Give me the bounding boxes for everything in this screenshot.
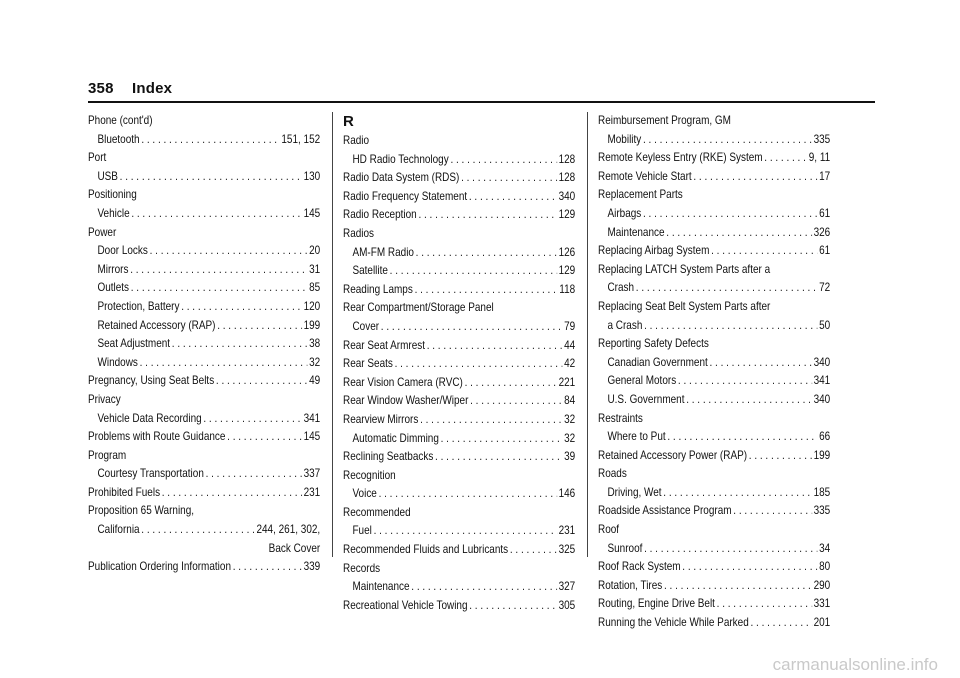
dot-leader bbox=[469, 597, 557, 616]
index-page-numbers: 79 bbox=[564, 319, 576, 333]
dot-leader bbox=[663, 484, 812, 503]
index-subentry bbox=[88, 168, 321, 187]
index-subentry bbox=[598, 224, 831, 243]
watermark: carmanualsonline.info bbox=[772, 655, 938, 674]
index-page-numbers: 145 bbox=[303, 206, 321, 220]
index-page-numbers: 145 bbox=[303, 430, 321, 444]
dot-leader bbox=[374, 522, 557, 541]
index-entry-label: Seat Adjustment bbox=[97, 337, 171, 351]
index-heading-label: Rear Compartment/Storage Panel bbox=[343, 301, 494, 315]
index-heading bbox=[88, 149, 288, 168]
index-entry bbox=[343, 281, 576, 300]
dot-leader bbox=[216, 372, 307, 391]
dot-leader bbox=[427, 337, 563, 356]
index-subentry bbox=[88, 261, 321, 280]
index-entry-label: AM-FM Radio bbox=[352, 245, 414, 259]
index-entry-label: Satellite bbox=[352, 264, 388, 278]
page-header bbox=[88, 80, 172, 97]
index-entry-label: Pregnancy, Using Seat Belts bbox=[88, 374, 215, 388]
index-page-numbers: 38 bbox=[309, 337, 321, 351]
index-page-numbers: 185 bbox=[813, 485, 831, 499]
index-heading bbox=[598, 410, 798, 429]
dot-leader bbox=[682, 558, 817, 577]
index-entry-label: Publication Ordering Information bbox=[88, 560, 231, 574]
index-page-numbers: 34 bbox=[819, 541, 831, 555]
index-entry-label: Prohibited Fuels bbox=[88, 485, 161, 499]
index-page-numbers: 327 bbox=[558, 580, 576, 594]
index-page-numbers: 72 bbox=[819, 281, 831, 295]
index-entry-label: Voice bbox=[352, 487, 377, 501]
index-subentry bbox=[88, 131, 321, 150]
index-column-3 bbox=[598, 112, 830, 633]
index-page-numbers: 129 bbox=[558, 208, 576, 222]
index-entry bbox=[343, 355, 576, 374]
index-subentry bbox=[343, 151, 576, 170]
column-divider bbox=[587, 112, 588, 557]
dot-leader bbox=[181, 298, 302, 317]
index-heading-label: Replacing Seat Belt System Parts after bbox=[598, 299, 771, 313]
index-entry-label: Bluetooth bbox=[97, 132, 140, 146]
index-continuation bbox=[88, 540, 321, 559]
dot-leader bbox=[733, 502, 812, 521]
index-page-numbers: 129 bbox=[558, 264, 576, 278]
index-heading-label: Radios bbox=[343, 226, 375, 240]
index-entry-label: Crash bbox=[607, 281, 635, 295]
page-title: Index bbox=[132, 80, 173, 97]
index-entry-label: Rearview Mirrors bbox=[343, 412, 419, 426]
index-page-numbers: 201 bbox=[813, 616, 831, 630]
index-entry-label: Reclining Seatbacks bbox=[343, 450, 434, 464]
index-subentry bbox=[598, 391, 831, 410]
dot-leader bbox=[636, 279, 818, 298]
index-entry-label: Roadside Assistance Program bbox=[598, 504, 732, 518]
index-entry bbox=[598, 595, 831, 614]
index-subentry bbox=[343, 485, 576, 504]
index-entry bbox=[598, 447, 831, 466]
index-subentry bbox=[88, 335, 321, 354]
index-entry-label: Replacing Airbag System bbox=[598, 244, 710, 258]
index-subentry bbox=[598, 354, 831, 373]
index-page-numbers: 331 bbox=[813, 597, 831, 611]
index-heading-label: Replacement Parts bbox=[598, 188, 683, 202]
index-page-numbers: 50 bbox=[819, 318, 831, 332]
index-entry bbox=[343, 374, 576, 393]
dot-leader bbox=[415, 281, 558, 300]
index-page-numbers: 146 bbox=[558, 487, 576, 501]
index-column-2 bbox=[343, 112, 575, 615]
index-heading bbox=[598, 186, 798, 205]
dot-leader bbox=[140, 354, 308, 373]
dot-leader bbox=[420, 411, 562, 430]
dot-leader bbox=[395, 355, 563, 374]
index-subentry bbox=[88, 521, 321, 540]
index-entry bbox=[598, 149, 831, 168]
index-entry bbox=[343, 337, 576, 356]
index-page-numbers: 39 bbox=[564, 450, 576, 464]
dot-leader bbox=[693, 168, 817, 187]
index-heading-label: Privacy bbox=[88, 392, 121, 406]
index-entry-label: Remote Vehicle Start bbox=[598, 169, 692, 183]
index-entry bbox=[343, 411, 576, 430]
index-page-numbers: 339 bbox=[303, 560, 321, 574]
index-subentry bbox=[88, 354, 321, 373]
index-subentry bbox=[88, 242, 321, 261]
header-rule bbox=[88, 101, 875, 103]
dot-leader bbox=[749, 447, 812, 466]
index-heading bbox=[598, 521, 798, 540]
index-entry-label: USB bbox=[97, 169, 118, 183]
index-subentry bbox=[343, 430, 576, 449]
index-heading-label: Port bbox=[88, 151, 107, 165]
index-entry bbox=[598, 614, 831, 633]
index-entry-label: Vehicle bbox=[97, 206, 130, 220]
dot-leader bbox=[233, 558, 302, 577]
index-subentry bbox=[598, 279, 831, 298]
index-entry-label: Windows bbox=[97, 355, 138, 369]
index-entry-label: a Crash bbox=[607, 318, 643, 332]
index-subentry bbox=[598, 540, 831, 559]
index-entry bbox=[343, 392, 576, 411]
index-entry-label: Rotation, Tires bbox=[598, 578, 663, 592]
index-column-1 bbox=[88, 112, 320, 577]
index-entry-label: Rear Seats bbox=[343, 357, 393, 371]
index-entry-label: Driving, Wet bbox=[607, 485, 662, 499]
index-page-numbers: 305 bbox=[558, 598, 576, 612]
index-entry bbox=[598, 168, 831, 187]
index-page-numbers: 221 bbox=[558, 375, 576, 389]
index-heading bbox=[343, 225, 543, 244]
index-subentry bbox=[88, 465, 321, 484]
index-heading-label: Power bbox=[88, 225, 117, 239]
index-entry-label: Rear Vision Camera (RVC) bbox=[343, 375, 463, 389]
index-page-numbers: 17 bbox=[819, 169, 831, 183]
dot-leader bbox=[678, 372, 812, 391]
index-entry-label: General Motors bbox=[607, 374, 677, 388]
index-page-numbers: 151, 152 bbox=[281, 132, 321, 146]
index-entry-label: Radio Data System (RDS) bbox=[343, 171, 460, 185]
index-heading-label: Reporting Safety Defects bbox=[598, 337, 709, 351]
index-subentry bbox=[88, 317, 321, 336]
index-entry-label: Recommended Fluids and Lubricants bbox=[343, 543, 509, 557]
index-subentry bbox=[343, 318, 576, 337]
index-subentry bbox=[598, 131, 831, 150]
dot-leader bbox=[418, 206, 556, 225]
index-page-numbers: 335 bbox=[813, 132, 831, 146]
dot-leader bbox=[666, 224, 812, 243]
dot-leader bbox=[390, 262, 557, 281]
dot-leader bbox=[711, 242, 817, 261]
index-heading bbox=[598, 112, 798, 131]
index-page-numbers: 341 bbox=[303, 411, 321, 425]
dot-leader bbox=[217, 317, 302, 336]
index-entry-label: Recreational Vehicle Towing bbox=[343, 598, 468, 612]
index-entry-label: Rear Window Washer/Wiper bbox=[343, 394, 469, 408]
index-heading-label: Recommended bbox=[343, 505, 411, 519]
index-subentry bbox=[343, 578, 576, 597]
index-entry bbox=[88, 558, 321, 577]
dot-leader bbox=[470, 392, 562, 411]
index-heading-label: Program bbox=[88, 448, 127, 462]
index-page-numbers: 244, 261, 302, bbox=[256, 523, 321, 537]
index-heading bbox=[598, 465, 798, 484]
index-heading bbox=[88, 447, 288, 466]
dot-leader bbox=[667, 428, 817, 447]
index-heading bbox=[343, 504, 543, 523]
index-entry-label: Protection, Battery bbox=[97, 299, 180, 313]
index-page-numbers: 126 bbox=[558, 245, 576, 259]
index-subentry bbox=[343, 262, 576, 281]
index-entry bbox=[598, 502, 831, 521]
index-page-numbers: 340 bbox=[813, 392, 831, 406]
index-entry bbox=[343, 169, 576, 188]
index-page-numbers: 337 bbox=[303, 467, 321, 481]
dot-leader bbox=[664, 577, 812, 596]
index-entry-label: Mirrors bbox=[97, 262, 129, 276]
index-subentry bbox=[598, 428, 831, 447]
index-entry-label: Automatic Dimming bbox=[352, 431, 439, 445]
index-heading-label: Radio bbox=[343, 134, 370, 147]
index-entry bbox=[343, 597, 576, 616]
index-entry-label: Door Locks bbox=[97, 244, 148, 258]
dot-leader bbox=[686, 391, 812, 410]
dot-leader bbox=[750, 614, 811, 633]
index-page-numbers: 340 bbox=[558, 189, 576, 203]
dot-leader bbox=[416, 244, 557, 263]
index-entry-label: Outlets bbox=[97, 281, 130, 295]
dot-leader bbox=[227, 428, 302, 447]
index-heading-label: Replacing LATCH System Parts after a bbox=[598, 262, 771, 276]
index-page-numbers: 42 bbox=[564, 357, 576, 371]
index-entry-label: Mobility bbox=[607, 132, 642, 146]
index-entry-label: Fuel bbox=[352, 524, 372, 538]
index-page-numbers: 9, 11 bbox=[808, 151, 831, 165]
index-entry bbox=[88, 484, 321, 503]
index-entry-label: Maintenance bbox=[352, 580, 410, 594]
index-entry-label: Airbags bbox=[607, 206, 642, 220]
dot-leader bbox=[710, 354, 812, 373]
index-heading bbox=[343, 467, 543, 486]
dot-leader bbox=[450, 151, 556, 170]
index-page-numbers: 44 bbox=[564, 338, 576, 352]
index-page-numbers: 120 bbox=[303, 299, 321, 313]
index-page-numbers: 130 bbox=[303, 169, 321, 183]
dot-leader bbox=[141, 521, 254, 540]
index-page-numbers: 49 bbox=[309, 374, 321, 388]
dot-leader bbox=[203, 410, 301, 429]
index-entry-label: HD Radio Technology bbox=[352, 152, 449, 166]
index-heading bbox=[598, 261, 798, 280]
index-entry bbox=[343, 541, 576, 560]
index-page-numbers: 231 bbox=[303, 485, 321, 499]
index-heading bbox=[598, 335, 798, 354]
index-entry-label: Cover bbox=[352, 319, 380, 333]
index-subentry bbox=[88, 410, 321, 429]
index-page-numbers: 290 bbox=[813, 578, 831, 592]
index-page-numbers: 80 bbox=[819, 560, 831, 574]
index-page-numbers: 335 bbox=[813, 504, 831, 518]
index-subentry bbox=[598, 484, 831, 503]
dot-leader bbox=[150, 242, 308, 261]
index-subentry bbox=[343, 244, 576, 263]
index-page-numbers: 61 bbox=[819, 206, 831, 220]
column-divider bbox=[332, 112, 333, 557]
dot-leader bbox=[381, 318, 563, 337]
index-subentry bbox=[88, 298, 321, 317]
index-entry-label: Routing, Engine Drive Belt bbox=[598, 597, 715, 611]
dot-leader bbox=[764, 149, 807, 168]
index-entry-label: Retained Accessory (RAP) bbox=[97, 318, 216, 332]
index-heading-label: Records bbox=[343, 561, 381, 575]
dot-leader bbox=[469, 188, 557, 207]
index-heading-label: Roof bbox=[598, 523, 620, 537]
index-heading bbox=[88, 502, 288, 521]
index-entry-label: Courtesy Transportation bbox=[97, 467, 204, 481]
index-heading bbox=[343, 560, 543, 579]
index-entry-label: Radio Frequency Statement bbox=[343, 189, 468, 203]
index-heading-label: Proposition 65 Warning, bbox=[88, 504, 195, 518]
index-entry-label: California bbox=[97, 523, 140, 537]
dot-leader bbox=[131, 279, 308, 298]
index-entry-label: Vehicle Data Recording bbox=[97, 411, 202, 425]
index-page-numbers: 32 bbox=[564, 412, 576, 426]
index-subentry bbox=[88, 205, 321, 224]
index-heading bbox=[88, 112, 288, 131]
dot-leader bbox=[379, 485, 557, 504]
dot-leader bbox=[717, 595, 812, 614]
index-entry-label: Radio Reception bbox=[343, 208, 417, 222]
index-heading-label: Phone (cont'd) bbox=[88, 114, 153, 127]
index-page-numbers: 31 bbox=[309, 262, 321, 276]
index-page-numbers: 84 bbox=[564, 394, 576, 408]
index-entry bbox=[598, 242, 831, 261]
index-subentry bbox=[598, 205, 831, 224]
index-page-numbers: 128 bbox=[558, 171, 576, 185]
index-heading bbox=[88, 224, 288, 243]
dot-leader bbox=[411, 578, 557, 597]
index-page-numbers: 199 bbox=[303, 318, 321, 332]
dot-leader bbox=[172, 335, 308, 354]
dot-leader bbox=[644, 317, 817, 336]
index-page-numbers: 32 bbox=[309, 355, 321, 369]
index-entry-label: Reading Lamps bbox=[343, 282, 413, 296]
index-entry bbox=[88, 372, 321, 391]
index-entry-label: Maintenance bbox=[607, 225, 665, 239]
index-entry bbox=[88, 428, 321, 447]
index-subentry bbox=[598, 317, 831, 336]
index-entry-label: Where to Put bbox=[607, 430, 666, 444]
dot-leader bbox=[120, 168, 302, 187]
index-heading bbox=[88, 186, 288, 205]
index-page-numbers: 128 bbox=[558, 152, 576, 166]
index-subentry bbox=[343, 522, 576, 541]
index-pages-continuation: Back Cover bbox=[268, 541, 321, 555]
index-entry-label: U.S. Government bbox=[607, 392, 685, 406]
dot-leader bbox=[643, 131, 812, 150]
index-subentry bbox=[88, 279, 321, 298]
index-page-numbers: 66 bbox=[819, 430, 831, 444]
index-heading bbox=[343, 132, 543, 151]
index-subentry bbox=[598, 372, 831, 391]
index-entry-label: Running the Vehicle While Parked bbox=[598, 616, 749, 630]
dot-leader bbox=[465, 374, 557, 393]
dot-leader bbox=[141, 131, 279, 150]
index-page-numbers: 325 bbox=[558, 543, 576, 557]
index-heading-label: Roads bbox=[598, 467, 627, 481]
index-heading-label: Recognition bbox=[343, 468, 396, 482]
index-entry-label: Roof Rack System bbox=[598, 560, 681, 574]
index-entry bbox=[598, 558, 831, 577]
dot-leader bbox=[644, 540, 817, 559]
index-entry-label: Retained Accessory Power (RAP) bbox=[598, 448, 748, 462]
dot-leader bbox=[435, 448, 562, 467]
dot-leader bbox=[510, 541, 557, 560]
dot-leader bbox=[206, 465, 302, 484]
index-heading-label: Positioning bbox=[88, 188, 137, 202]
index-entry-label: Problems with Route Guidance bbox=[88, 430, 226, 444]
index-heading bbox=[598, 298, 798, 317]
dot-leader bbox=[162, 484, 302, 503]
dot-leader bbox=[441, 430, 563, 449]
index-page-numbers: 326 bbox=[813, 225, 831, 239]
dot-leader bbox=[643, 205, 817, 224]
index-page-numbers: 20 bbox=[309, 244, 321, 258]
index-entry bbox=[343, 448, 576, 467]
index-heading-label: Restraints bbox=[598, 411, 643, 425]
index-page-numbers: 85 bbox=[309, 281, 321, 295]
index-heading bbox=[343, 299, 543, 318]
index-page-numbers: 341 bbox=[813, 374, 831, 388]
section-letter: R bbox=[343, 113, 354, 130]
index-entry bbox=[598, 577, 831, 596]
index-heading bbox=[88, 391, 288, 410]
index-page-numbers: 118 bbox=[559, 282, 576, 296]
index-entry bbox=[343, 188, 576, 207]
index-entry bbox=[343, 206, 576, 225]
dot-leader bbox=[130, 261, 307, 280]
index-entry-label: Rear Seat Armrest bbox=[343, 338, 426, 352]
index-page-numbers: 231 bbox=[558, 524, 576, 538]
index-page-numbers: 199 bbox=[813, 448, 831, 462]
index-entry-label: Sunroof bbox=[607, 541, 643, 555]
index-page-numbers: 340 bbox=[813, 355, 831, 369]
dot-leader bbox=[131, 205, 302, 224]
index-page-numbers: 61 bbox=[819, 244, 831, 258]
dot-leader bbox=[461, 169, 557, 188]
page-number: 358 bbox=[88, 80, 114, 97]
index-entry-label: Canadian Government bbox=[607, 355, 708, 369]
index-heading-label: Reimbursement Program, GM bbox=[598, 114, 731, 127]
index-page-numbers: 32 bbox=[564, 431, 576, 445]
index-entry-label: Remote Keyless Entry (RKE) System bbox=[598, 151, 763, 165]
